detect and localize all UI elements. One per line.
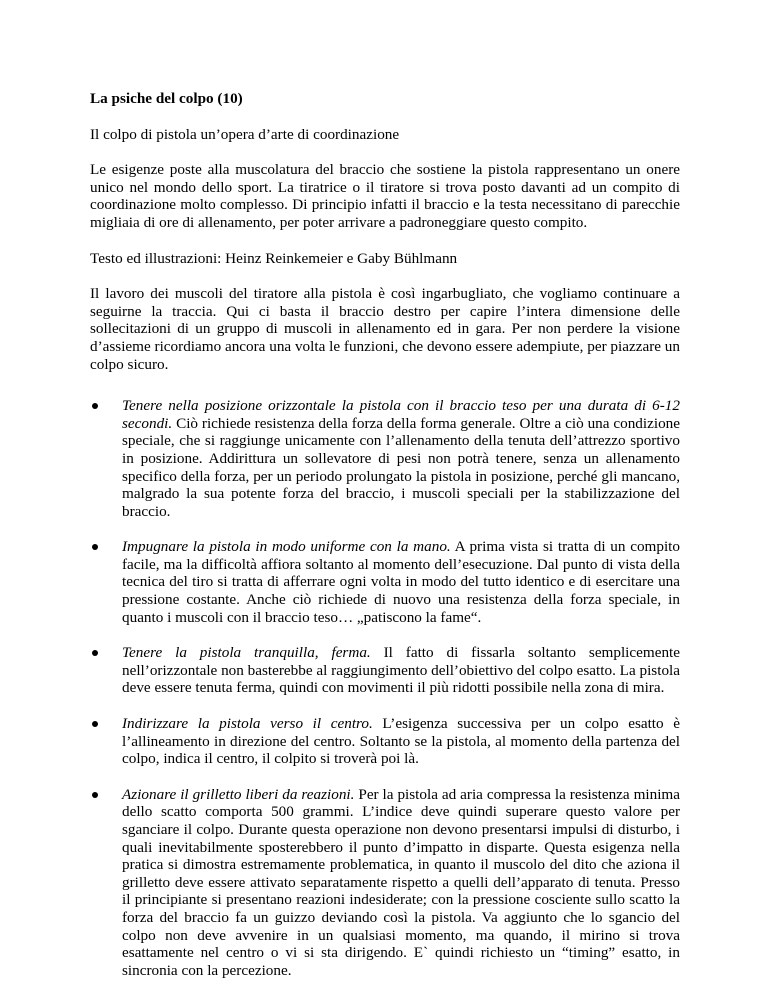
bullet-icon — [92, 721, 98, 727]
body-paragraph: Il lavoro dei muscoli del tiratore alla pistola è così ingarbugliato, che vogliamo continuare a seguirne la traccia. Qui ci basta il braccio destro per capire l’intera dimensione delle sollecitazioni di un gruppo di muscoli in allenamento ed in gara. Per non perdere la visione d’assieme ricordiamo ancora una volta le funzioni, che devono essere adempiute, per piazzare un colpo sicuro. — [90, 285, 680, 373]
intro-paragraph: Le esigenze poste alla muscolatura del braccio che sostiene la pistola rappresentano un onere unico nel mondo dello sport. La tiratrice o il tiratore si trova posto davanti ad un compito di coordinazione molto complesso. Di principio infatti il braccio e la testa necessitano di parecchie migliaia di ore di allenamento, per poter arrivare a padroneggiare questo compito. — [90, 161, 680, 231]
list-item-text: L’esigenza successiva per un colpo esatto è l’allineamento in direzione del centro. Soltanto se la pistola, al momento della partenza del colpo, indica il centro, il colpito si troverà poi là. — [122, 715, 680, 768]
list-item — [90, 397, 680, 520]
list-item-lead: Impugnare la pistola in modo uniforme con la mano. — [122, 538, 451, 556]
bullet-icon — [92, 403, 98, 409]
list-item-text: Il fatto di fissarla soltanto semplicemente nell’orizzontale non basterebbe al raggiungimento dell’obiettivo del colpo esatto. La pistola deve essere tenuta ferma, quindi con movimenti il più ridotti possibile nella zona di mira. — [122, 644, 680, 697]
list-item-text: A prima vista si tratta di un compito facile, ma la difficoltà affiora soltanto al momento dell’esecuzione. Dal punto di vista della tecnica del tiro si tratta di afferrare ogni volta in modo del tutto identico e di esercitare una pressione costante. Anche ciò richiede di nuovo una resistenza della forza speciale, in quanto i muscoli con il braccio teso… „patiscono la fame“. — [122, 538, 680, 626]
function-list — [90, 397, 680, 979]
list-item — [90, 786, 680, 980]
list-item — [90, 715, 680, 768]
list-item-text: Ciò richiede resistenza della forza della forma generale. Oltre a ciò una condizione speciale, che si raggiunge unicamente con l’allenamento della tenuta dell’attrezzo sportivo in posizione. Addirittura un sollevatore di pesi non potrà tenere, senza un allenamento specifico della forza, per un periodo prolungato la pistola in posizione, perché gli mancano, malgrado la sua potente forza del braccio, i muscoli speciali per la stabilizzazione del braccio. — [122, 414, 680, 520]
list-item-lead: Indirizzare la pistola verso il centro. — [122, 715, 373, 733]
list-item-lead: Tenere nella posizione orizzontale la pistola con il braccio teso per una durata di 6-12 secondi. — [122, 397, 680, 432]
list-item-text: Per la pistola ad aria compressa la resistenza minima dello scatto comporta 500 grammi. L’indice deve quindi superare questo valore per sganciare il colpo. Durante questa operazione non devono presentarsi impulsi di disturbo, i quali inevitabilmente sposterebbero il punto d’impatto in disparte. Questa esigenza nella pratica si dimostra estremamente problematica, in quanto il muscolo del dito che aziona il grilletto deve essere attivato separatamente rispetto a quelli dell’apparato di tenuta. Presso il principiante si presentano reazioni indesiderate; con la pressione cosciente sullo scatto la forza del braccio fa un guizzo deviando così la pistola. Va aggiunto che lo sgancio del colpo non deve avvenire in un qualsiasi momento, ma quando, il mirino si trova esattamente nel centro o vi si sta dirigendo. E` quindi richiesto un “timing” esatto, in sincronia con la percezione. — [122, 785, 680, 979]
article-title: La psiche del colpo (10) — [90, 90, 243, 107]
bullet-icon — [92, 650, 98, 656]
bullet-icon — [92, 792, 98, 798]
list-item-lead: Azionare il grilletto liberi da reazioni. — [122, 785, 355, 803]
bullet-icon — [92, 544, 98, 550]
list-item-lead: Tenere la pistola tranquilla, ferma. — [122, 644, 371, 662]
article-subtitle: Il colpo di pistola un’opera d’arte di coordinazione — [90, 125, 400, 143]
list-item — [90, 644, 680, 697]
document-page — [90, 90, 680, 979]
credits-line: Testo ed illustrazioni: Heinz Reinkemeier e Gaby Bühlmann — [90, 249, 458, 267]
list-item — [90, 538, 680, 626]
